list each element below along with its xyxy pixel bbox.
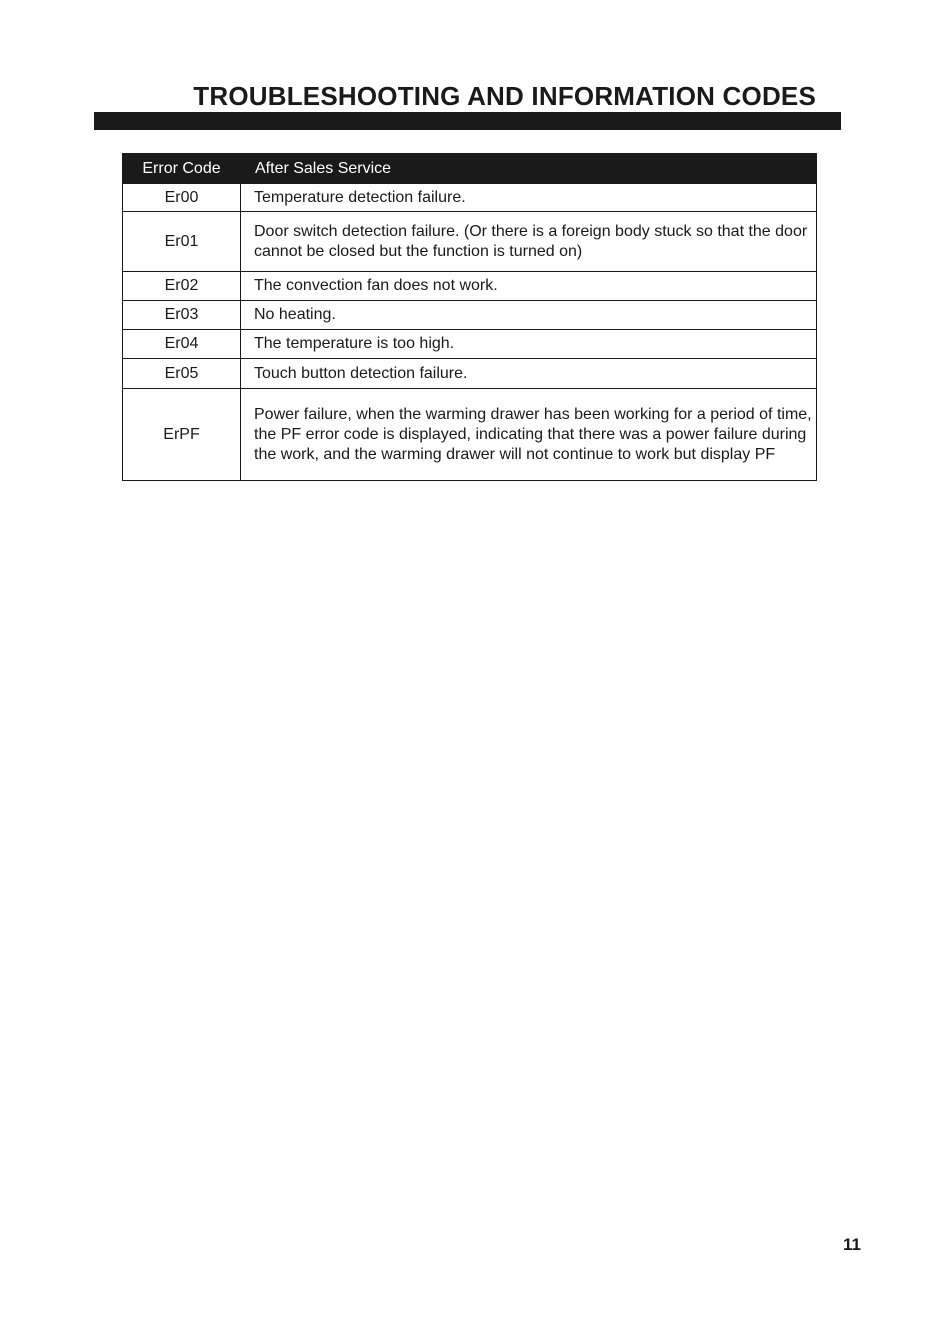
- page-title: TROUBLESHOOTING AND INFORMATION CODES: [193, 81, 816, 111]
- description-cell: No heating.: [241, 301, 817, 330]
- page-number: 11: [843, 1235, 861, 1254]
- table-row: [123, 184, 817, 212]
- error-code-cell: Er04: [123, 330, 241, 359]
- error-code-cell: Er03: [123, 301, 241, 330]
- description-cell: Door switch detection failure. (Or there is a foreign body stuck so that the door cannot be closed but the function is turned on): [241, 212, 817, 272]
- table-row: [123, 330, 817, 359]
- table-header-row: [123, 154, 817, 184]
- description-cell: The temperature is too high.: [241, 330, 817, 359]
- column-header-error-code: Error Code: [123, 154, 241, 184]
- error-code-table: [122, 153, 817, 481]
- error-code-cell: Er01: [123, 212, 241, 272]
- table-row: [123, 359, 817, 389]
- description-cell: Touch button detection failure.: [241, 359, 817, 389]
- description-cell: The convection fan does not work.: [241, 272, 817, 301]
- table-row: [123, 212, 817, 272]
- table-row: [123, 301, 817, 330]
- table-row: [123, 272, 817, 301]
- title-rule: [94, 112, 841, 130]
- table-row: [123, 389, 817, 481]
- error-code-cell: Er02: [123, 272, 241, 301]
- error-code-cell: Er00: [123, 184, 241, 212]
- description-cell: Power failure, when the warming drawer has been working for a period of time, the PF error code is displayed, indicating that there was a power failure during the work, and the warming drawer will not continue to work but display PF: [241, 389, 817, 481]
- description-cell: Temperature detection failure.: [241, 184, 817, 212]
- column-header-after-sales-service: After Sales Service: [241, 154, 817, 184]
- error-code-cell: ErPF: [123, 389, 241, 481]
- error-code-cell: Er05: [123, 359, 241, 389]
